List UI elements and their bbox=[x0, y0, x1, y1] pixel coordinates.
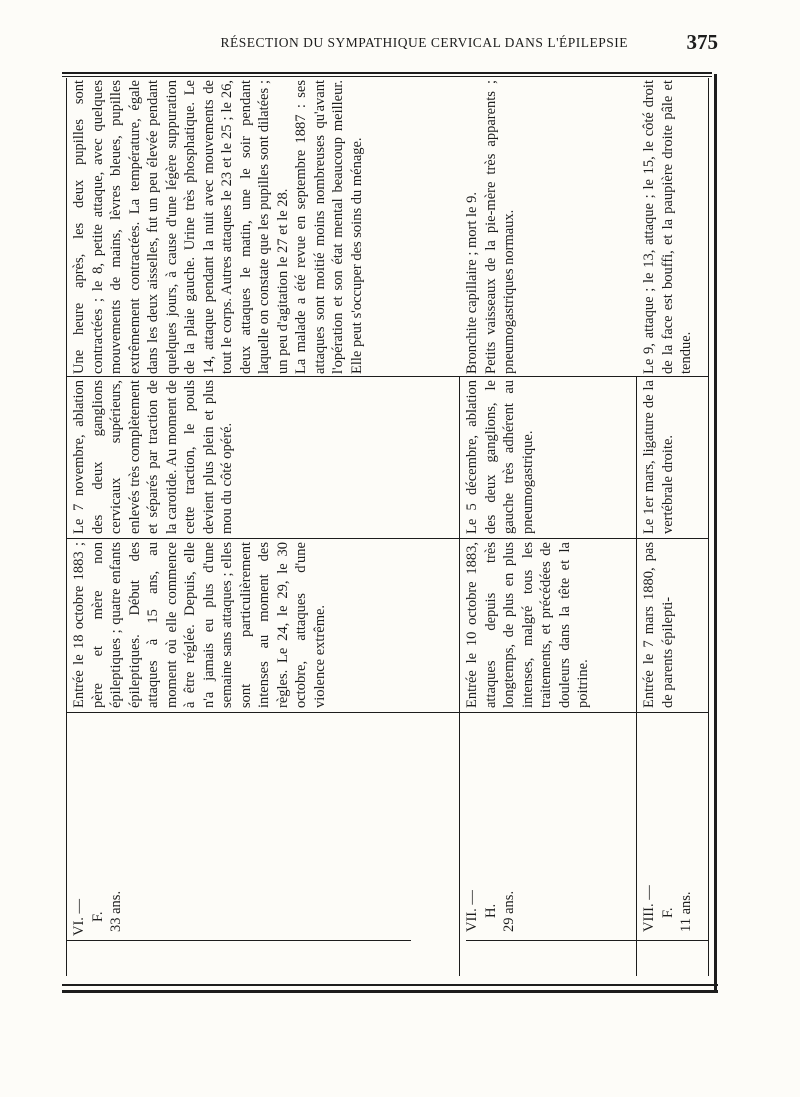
history-cell bbox=[70, 542, 459, 710]
results-paragraph: Petits vaisseaux de la pie-mère très apparents ; pneumogastriques normaux. bbox=[482, 80, 517, 374]
history-cell bbox=[640, 542, 706, 710]
patient-age: 33 ans. bbox=[108, 890, 124, 932]
patient-label: VII. — bbox=[464, 890, 480, 932]
results-paragraph: Bronchite capillaire ; mort le 9. bbox=[464, 192, 480, 374]
table-row bbox=[463, 716, 517, 936]
patient-sex: F. bbox=[659, 907, 676, 918]
operation-text: Le 1er mars, ligature de la vertébrale droite. bbox=[641, 380, 676, 534]
results-cell bbox=[640, 80, 706, 376]
patient-age: 11 ans. bbox=[678, 891, 694, 932]
operation-text: Le 5 décembre, ablation des deux ganglions, le gauche très adhérent au pneumogastrique. bbox=[464, 380, 536, 534]
operation-cell bbox=[463, 380, 635, 536]
history-cell bbox=[463, 542, 635, 710]
patient-age: 29 ans. bbox=[501, 890, 517, 932]
history-text: Entrée le 18 octobre 1883 ; père et mère non épileptiques ; quatre enfants épileptiques. Début des attaques à 15 ans, au moment où elle commence à être réglée. Depuis, elle n'a jamais eu plus d'une semaine sans attaques ; elles sont particulièrement intenses au moment des règles. Le 24, le 29, le 30 octobre, attaques d'une violence extrême. bbox=[71, 542, 328, 708]
history-text: Entrée le 10 octobre 1883, attaques depuis très longtemps, de plus en plus intenses, malgré tous les traitements, et précédées de douleurs dans la tête et la poitrine. bbox=[464, 542, 591, 708]
patient-label: VI. — bbox=[71, 898, 87, 936]
table-row bbox=[640, 716, 706, 936]
patient-sex: H. bbox=[482, 903, 499, 918]
history-text: Entrée le 7 mars 1880, pas de parents épilepti- bbox=[641, 542, 676, 708]
results-cell bbox=[70, 80, 459, 376]
operation-cell bbox=[70, 380, 300, 536]
patient-label: VIII. — bbox=[641, 885, 657, 932]
operation-text: Le 7 novembre, ablation des deux ganglions cervicaux supérieurs, enlevés très complètement et séparés par traction de la carotide. Au moment de cette traction, le pouls devient plus plein et plus mou du côté opéré. bbox=[71, 380, 235, 534]
page-number: 375 bbox=[686, 30, 718, 54]
results-paragraph: Une heure après, les deux pupilles sont contractées ; le 8, petite attaque, avec quelques mouvements de mains, lèvres bleues, pupilles extrêmement contractées. La température, égale dans les deux aisselles, fut un peu élevée pendant quelques jours, à cause d'une légère suppuration de la plaie gauche. Urine très phosphatique. Le 14, attaque pendant la nuit avec mouvements de tout le corps. Autres attaques le 23 et le 25 ; le 26, deux attaques le matin, une le soir pendant laquelle on constate que les pupilles sont dilatées ; un peu d'agitation le 27 et le 28. bbox=[71, 80, 291, 374]
table-row bbox=[70, 716, 124, 940]
patient-sex: F. bbox=[89, 911, 106, 922]
operation-cell bbox=[640, 380, 706, 536]
results-cell bbox=[463, 80, 635, 376]
results-paragraph: Le 9, attaque ; le 13, attaque ; le 15, le côté droit de la face est bouffi, et la paupière droite pâle et tendue. bbox=[641, 80, 694, 374]
running-head bbox=[0, 30, 718, 54]
running-title: RÉSECTION DU SYMPATHIQUE CERVICAL DANS L'ÉPILEPSIE bbox=[220, 35, 628, 50]
results-paragraph: La malade a été revue en septembre 1887 : ses attaques sont moitié moins nombreuses qu'avant l'opération et son état mental beaucoup meilleur. Elle peut s'occuper des soins du ménage. bbox=[293, 80, 365, 374]
